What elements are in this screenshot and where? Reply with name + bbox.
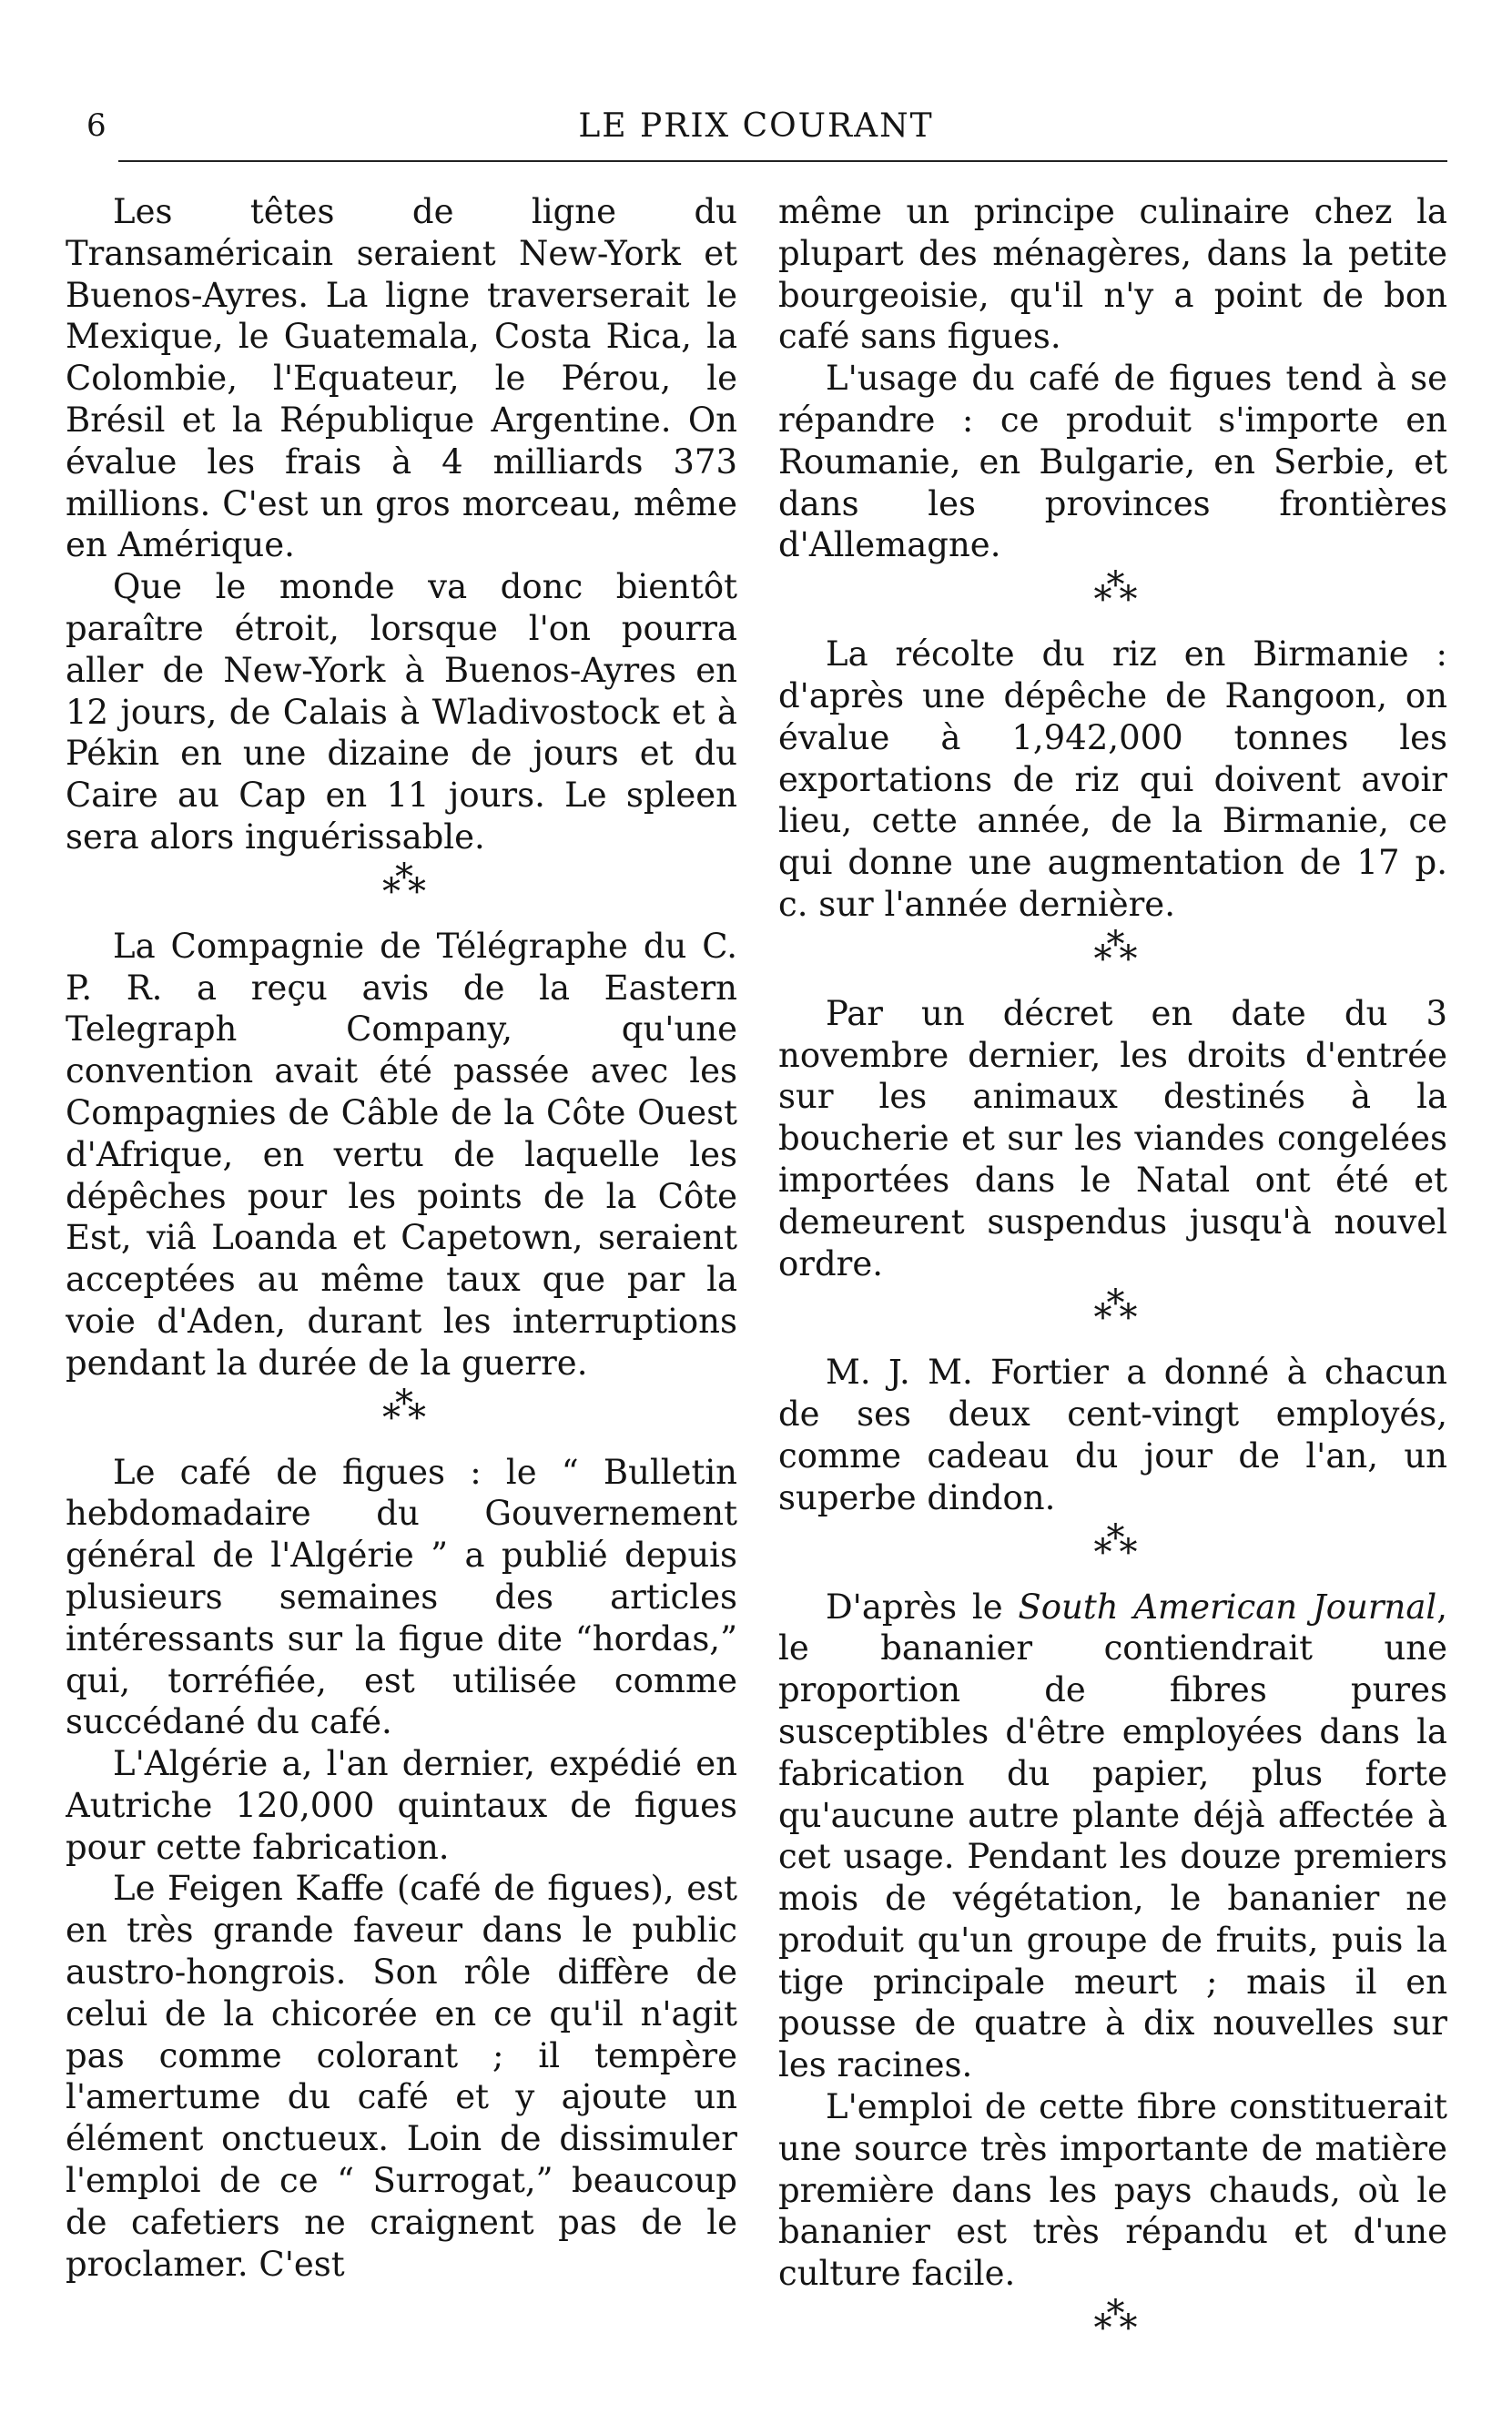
article-paragraph: Par un décret en date du 3 novembre dernier, les droits d'entrée sur les animaux destinés à la boucherie et sur les viandes congelées importées dans le Natal ont été et demeurent suspendus jusqu'à nouvel ordre.: [778, 993, 1447, 1283]
asterism-separator: ***: [382, 856, 421, 913]
asterism-separator: ***: [1093, 564, 1132, 622]
article-paragraph: La Compagnie de Télégraphe du C. P. R. a reçu avis de la Eastern Telegraph Company, qu'une convention avait été passée avec les Compagnies de Câble de la Côte Ouest d'Afrique, en vertu de laquelle les dépêches pour les points de la Côte Est, viâ Loanda et Capetown, seraient acceptées au même taux que par la voie d'Aden, durant les interruptions pendant la durée de la guerre.: [66, 926, 737, 1383]
article-paragraph: M. J. M. Fortier a donné à chacun de ses deux cent-vingt employés, comme cadeau du jour de l'an, un superbe dindon.: [778, 1353, 1447, 1517]
page-header: [0, 107, 1512, 162]
text-run: , le bananier contiendrait une proportion de fibres pures susceptibles d'être employées dans la fabrication du papier, plus forte qu'aucune autre plante déjà affectée à cet usage. Pendant les douze premiers mois de végétation, le bananier ne produit qu'un groupe de fruits, puis la tige principale meurt ; mais il en pousse de quatre à dix nouvelles sur les racines.: [778, 1587, 1447, 2085]
journal-title: South American Journal: [1018, 1587, 1437, 1627]
article-paragraph: La récolte du riz en Birmanie : d'après une dépêche de Rangoon, on évalue à 1,942,000 tonnes les exportations de riz qui doivent avoir lieu, cette année, de la Birmanie, ce qui donne une augmentation de 17 p. c. sur l'année dernière.: [778, 634, 1447, 924]
article-paragraph: [778, 1587, 1447, 2087]
page-number: 6: [86, 107, 107, 144]
text-run: D'après le: [826, 1587, 1019, 1627]
running-title: LE PRIX COURANT: [578, 107, 934, 145]
article-paragraph: L'Algérie a, l'an dernier, expédié en Autriche 120,000 quintaux de figues pour cette fabrication.: [66, 1744, 737, 1867]
asterism-separator: ***: [1093, 1283, 1132, 1340]
header-rule: [118, 160, 1447, 162]
article-paragraph: Le café de figues : le “ Bulletin hebdomadaire du Gouvernement général de l'Algérie ” a publié depuis plusieurs semaines des articles intéressants sur la figue dite “hordas,” qui, torréfiée, est utilisée comme succédané du café.: [66, 1452, 737, 1742]
article-paragraph: Que le monde va donc bientôt paraître étroit, lorsque l'on pourra aller de New-York à Buenos-Ayres en 12 jours, de Calais à Wladivostock et à Pékin en une dizaine de jours et du Caire au Cap en 11 jours. Le spleen sera alors inguérissable.: [66, 567, 737, 857]
article-paragraph: Les têtes de ligne du Transaméricain seraient New-York et Buenos-Ayres. La ligne traverserait le Mexique, le Guatemala, Costa Rica, la Colombie, l'Equateur, le Pérou, le Brésil et la République Argentine. On évalue les frais à 4 milliards 373 millions. C'est un gros morceau, même en Amérique.: [66, 192, 737, 565]
article-paragraph: L'usage du café de figues tend à se répandre : ce produit s'importe en Roumanie, en Bulgarie, en Serbie, et dans les provinces frontières d'Allemagne.: [778, 359, 1447, 565]
asterism-separator: ***: [1093, 2293, 1132, 2350]
left-column: [66, 191, 737, 2412]
asterism-separator: ***: [1093, 1516, 1132, 1574]
asterism-separator: ***: [1093, 923, 1132, 980]
article-paragraph: L'emploi de cette fibre constituerait une source très importante de matière première dans les pays chauds, où le bananier est très répandu et d'une culture facile.: [778, 2087, 1447, 2294]
right-column: [778, 191, 1447, 2412]
article-paragraph: Le Feigen Kaffe (café de figues), est en très grande faveur dans le public austro-hongrois. Son rôle diffère de celui de la chicorée en ce qu'il n'agit pas comme colorant ; il tempère l'amertume du café et y ajoute un élément onctueux. Loin de dissimuler l'emploi de ce “ Surrogat,” beaucoup de cafetiers ne craignent pas de le proclamer. C'est: [66, 1869, 737, 2284]
asterism-separator: ***: [382, 1382, 421, 1439]
article-paragraph: même un principe culinaire chez la plupart des ménagères, dans la petite bourgeoisie, qu'il n'y a point de bon café sans figues.: [778, 192, 1447, 357]
